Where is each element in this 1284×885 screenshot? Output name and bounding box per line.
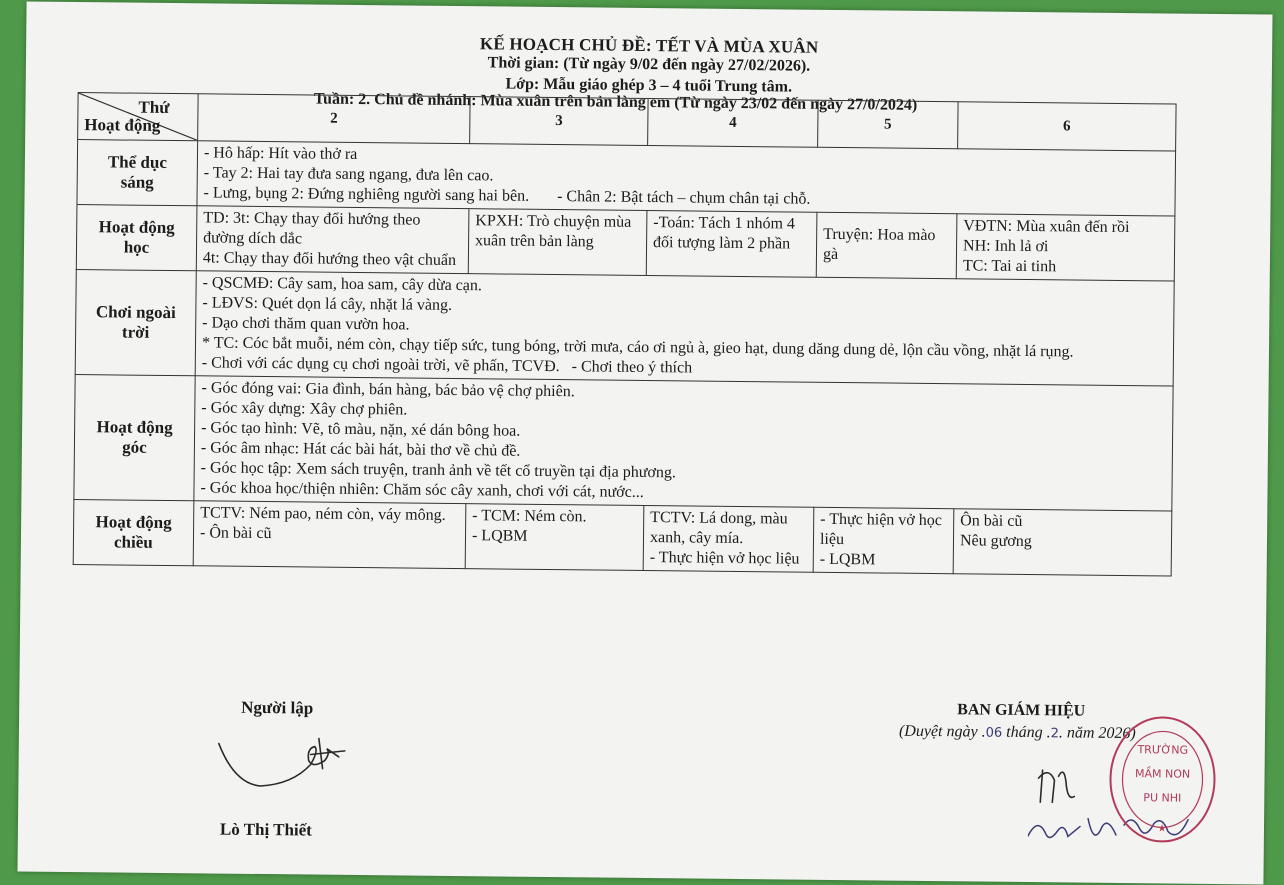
day-header: 4 (648, 99, 818, 148)
hoc-cell-day-3: KPXH: Trò chuyện mùa xuân trên bản làng (468, 209, 647, 276)
plan-table (73, 92, 1177, 576)
goc-content: - Góc đóng vai: Gia đình, bán hàng, bác bảo vệ chợ phiên. - Góc xây dựng: Xây chợ phiên. - Góc tạo hình: Vẽ, tô màu, nặn, xé dán bông hoa. - Góc âm nhạc: Hát các bài hát, bài thơ về chủ đề. - Góc học tập: Xem sách truyện, tranh ảnh về tết cổ truyền tại địa phương. - Góc khoa học/thiện nhiên: Chăm sóc cây xanh, chơi với cát, nước... (194, 376, 1173, 511)
row-label-goc: Hoạt động góc (74, 375, 195, 501)
stamp-line: TRƯỜNG (1137, 743, 1189, 757)
table-row (73, 500, 1172, 576)
creator-title: Người lập (241, 697, 314, 718)
approval-date: (Duyệt ngày .06 tháng .2. năm 2026) (898, 722, 1136, 743)
table-row (74, 375, 1173, 511)
chieu-cell-day-4: TCTV: Lá dong, màu xanh, cây mía. - Thực hiện vở học liệu (643, 505, 814, 572)
stamp-line: PU NHI (1143, 791, 1182, 805)
document-page (17, 1, 1272, 884)
day-header: 5 (818, 100, 958, 148)
corner-activity-label: Hoạt động (84, 115, 161, 135)
creator-name: Lò Thị Thiết (219, 819, 312, 840)
hoc-cell-day-4: -Toán: Tách 1 nhóm 4 đối tượng làm 2 phần (646, 211, 817, 278)
doc-time: Thời gian: (Từ ngày 9/02 đến ngày 27/02/2026). (487, 54, 811, 75)
row-label-hoat-dong-hoc: Hoạt động học (76, 205, 197, 271)
row-label-ngoai-troi: Chơi ngoài trời (75, 270, 196, 376)
table-row (75, 270, 1174, 386)
stamp-line: MẦM NON (1134, 767, 1191, 781)
table-row (76, 205, 1175, 281)
school-stamp (1106, 713, 1219, 846)
row-label-chieu: Hoạt động chiều (73, 500, 194, 566)
chieu-cell-day-2: TCTV: Ném pao, ném còn, váy mông. - Ôn bài cũ (193, 501, 466, 569)
doc-class: Lớp: Mẫu giáo ghép 3 – 4 tuổi Trung tâm. (505, 75, 793, 96)
day-header: 3 (470, 97, 648, 146)
hoc-cell-day-6: VĐTN: Mùa xuân đến rồi NH: Inh lả ơi TC: Tai ai tinh (956, 214, 1175, 281)
table-row (77, 140, 1176, 216)
chieu-cell-day-6: Ôn bài cũ Nêu gương (953, 509, 1172, 576)
hoc-cell-day-5: Truyện: Hoa mào gà (816, 212, 957, 278)
stamp-star-icon: ★ (1157, 823, 1167, 835)
doc-week: Tuần: 2. Chủ đề nhánh: Mùa xuân trên bản làng em (Từ ngày 23/02 đến ngày 27/0/2024) (313, 90, 918, 114)
corner-day-label: Thứ (138, 97, 170, 118)
day-header: 6 (958, 102, 1176, 151)
hoc-cell-day-2: TD: 3t: Chạy thay đổi hướng theo đường dích dắc 4t: Chạy thay đổi hướng theo vật chuẩn (196, 206, 469, 274)
day-header: 2 (198, 94, 470, 144)
chieu-cell-day-3: - TCM: Ném còn. - LQBM (465, 504, 644, 571)
approval-day: 06 (985, 725, 1003, 741)
creator-signature (214, 724, 355, 797)
corner-cell (78, 93, 198, 141)
row-label-the-duc: Thể dục sáng (77, 140, 198, 206)
the-duc-content: - Hô hấp: Hít vào thở ra - Tay 2: Hai tay đưa sang ngang, đưa lên cao. - Lưng, bụng 2: Đứng nghiêng người sang hai bên. - Chân 2: Bật tách – chụm chân tại chỗ. (197, 141, 1176, 216)
doc-title: KẾ HOẠCH CHỦ ĐỀ: TẾT VÀ MÙA XUÂN (479, 34, 819, 57)
board-title: BAN GIÁM HIỆU (957, 701, 1086, 720)
chieu-cell-day-5: - Thực hiện vở học liệu - LQBM (813, 507, 954, 573)
approval-month: 2 (1050, 726, 1059, 742)
ngoai-troi-content: - QSCMĐ: Cây sam, hoa sam, cây dừa cạn. - LĐVS: Quét dọn lá cây, nhặt lá vàng. - Dạo chơi thăm quan vườn hoa. * TC: Cóc bắt muỗi, ném còn, chạy tiếp sức, tung bóng, trời mưa, cáo ơi ngủ à, gieo hạt, dung dăng dung dẻ, lộn cầu vồng, nhặt lá rụng. - Chơi với các dụng cụ chơi ngoài trời, vẽ phấn, TCVĐ. - Chơi theo ý thích (195, 271, 1174, 386)
